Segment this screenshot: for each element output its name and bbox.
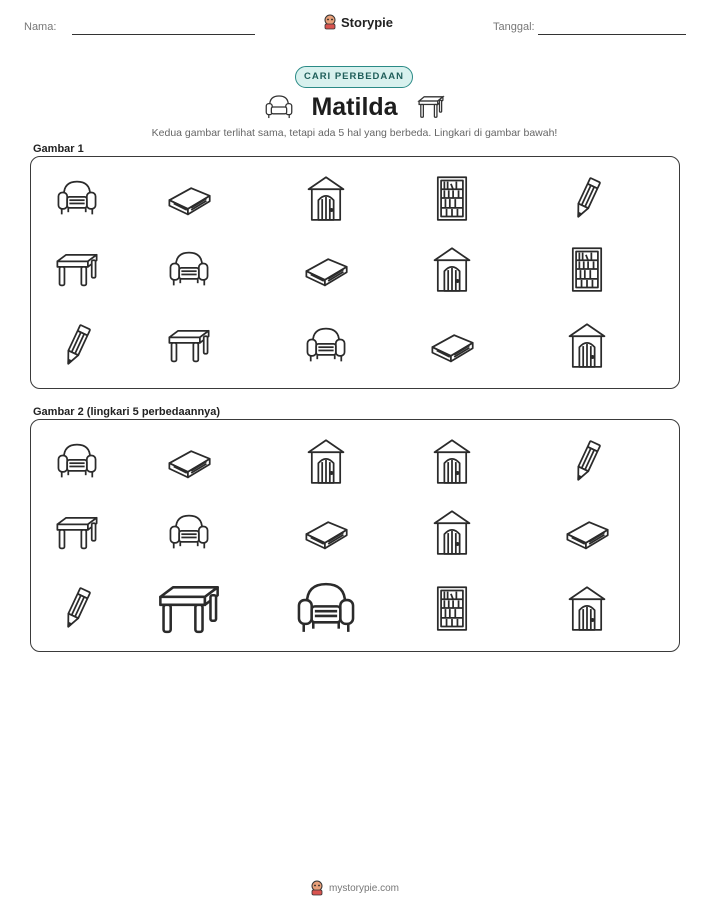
door-icon[interactable] [563,584,611,632]
armchair-icon[interactable] [165,508,213,556]
door-icon[interactable] [563,321,611,369]
book-icon[interactable] [302,508,350,556]
title-row [0,90,709,124]
door-icon[interactable] [302,437,350,485]
picture1-panel [30,156,680,389]
armchair-icon[interactable] [53,437,101,485]
footer [0,880,709,896]
picture2-label: Gambar 2 (lingkari 5 perbedaannya) [33,406,221,418]
armchair-icon[interactable] [165,245,213,293]
storypie-mascot-icon [310,880,324,896]
date-field[interactable] [538,34,686,35]
page-title: Matilda [311,93,398,121]
bookshelf-icon[interactable] [428,584,476,632]
bookshelf-icon[interactable] [428,174,476,222]
name-label: Nama: [24,21,57,33]
instruction-text: Kedua gambar terlihat sama, tetapi ada 5 hal yang berbeda. Lingkari di gambar bawah! [151,127,558,139]
date-label: Tanggal: [493,21,535,33]
activity-badge: CARI PERBEDAAN [295,66,413,88]
worksheet-header [0,14,709,40]
table-icon[interactable] [165,321,213,369]
brand-logo [323,14,393,30]
book-icon[interactable] [165,174,213,222]
armchair-icon [262,90,296,124]
name-field[interactable] [72,34,255,35]
door-icon[interactable] [302,174,350,222]
book-icon[interactable] [302,245,350,293]
door-icon[interactable] [428,508,476,556]
picture1-label: Gambar 1 [33,143,84,155]
book-icon[interactable] [428,321,476,369]
armchair-icon[interactable] [302,321,350,369]
footer-site: mystorypie.com [328,882,399,894]
armchair-icon[interactable] [53,174,101,222]
pencil-icon[interactable] [563,174,611,222]
table-icon[interactable] [154,573,224,643]
picture2-panel [30,419,680,652]
door-icon[interactable] [428,245,476,293]
pencil-icon[interactable] [563,437,611,485]
armchair-icon[interactable] [291,573,361,643]
pencil-icon[interactable] [53,321,101,369]
door-icon[interactable] [428,437,476,485]
brand-name: Storypie [341,14,394,30]
book-icon[interactable] [165,437,213,485]
pencil-icon[interactable] [53,584,101,632]
book-icon[interactable] [563,508,611,556]
storypie-mascot-icon [323,14,337,30]
bookshelf-icon[interactable] [563,245,611,293]
table-icon[interactable] [53,245,101,293]
table-icon[interactable] [53,508,101,556]
table-icon [414,90,448,124]
